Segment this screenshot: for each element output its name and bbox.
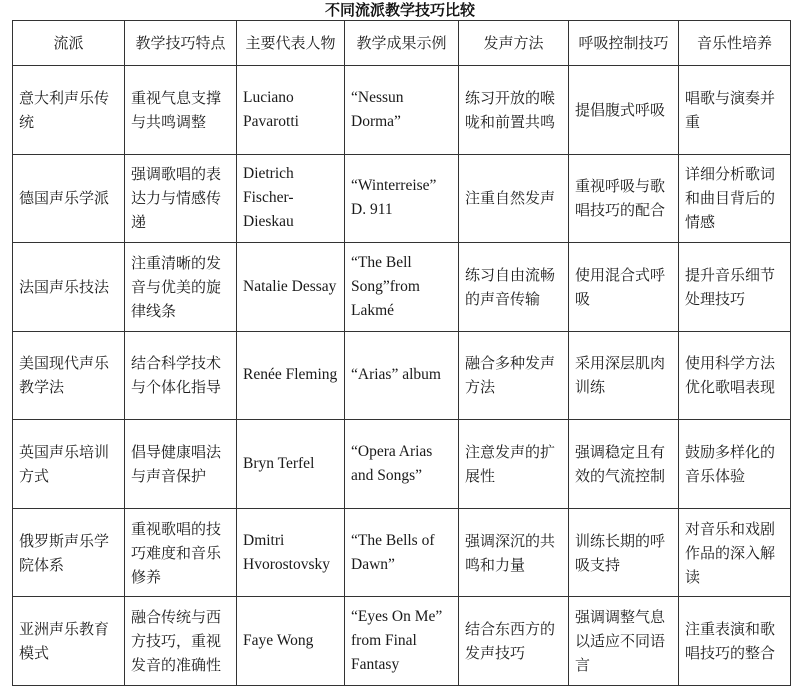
table-row <box>13 154 791 243</box>
table-row <box>13 420 791 509</box>
example-cell: “The Bells of Dawn” <box>345 508 459 597</box>
representative-cell: Faye Wong <box>237 597 345 686</box>
vocal-method-cell: 练习自由流畅的声音传输 <box>459 243 569 332</box>
musicality-cell: 提升音乐细节处理技巧 <box>679 243 791 332</box>
representative-cell: Natalie Dessay <box>237 243 345 332</box>
school-cell: 英国声乐培训方式 <box>13 420 125 509</box>
vocal-method-cell: 强调深沉的共鸣和力量 <box>459 508 569 597</box>
header-row <box>13 21 791 66</box>
musicality-cell: 对音乐和戏剧作品的深入解读 <box>679 508 791 597</box>
table-row <box>13 243 791 332</box>
features-cell: 注重清晰的发音与优美的旋律线条 <box>125 243 237 332</box>
breathing-cell: 提倡腹式呼吸 <box>569 66 679 155</box>
table-row <box>13 597 791 686</box>
breathing-cell: 强调稳定且有效的气流控制 <box>569 420 679 509</box>
features-cell: 重视气息支撑与共鸣调整 <box>125 66 237 155</box>
school-cell: 美国现代声乐教学法 <box>13 331 125 420</box>
vocal-method-cell: 练习开放的喉咙和前置共鸣 <box>459 66 569 155</box>
representative-cell: Dmitri Hvorostovsky <box>237 508 345 597</box>
musicality-cell: 唱歌与演奏并重 <box>679 66 791 155</box>
representative-cell: Luciano Pavarotti <box>237 66 345 155</box>
features-cell: 结合科学技术与个体化指导 <box>125 331 237 420</box>
school-cell: 俄罗斯声乐学院体系 <box>13 508 125 597</box>
school-cell: 德国声乐学派 <box>13 154 125 243</box>
table-title: 不同流派教学技巧比较 <box>324 1 475 19</box>
column-header: 主要代表人物 <box>237 21 345 66</box>
example-cell: “Nessun Dorma” <box>345 66 459 155</box>
example-cell: “The Bell Song”from Lakmé <box>345 243 459 332</box>
representative-cell: Dietrich Fischer-Dieskau <box>237 154 345 243</box>
features-cell: 融合传统与西方技巧，重视发音的准确性 <box>125 597 237 686</box>
column-header: 流派 <box>13 21 125 66</box>
vocal-method-cell: 注意发声的扩展性 <box>459 420 569 509</box>
features-cell: 倡导健康唱法与声音保护 <box>125 420 237 509</box>
school-cell: 意大利声乐传统 <box>13 66 125 155</box>
column-header: 发声方法 <box>459 21 569 66</box>
musicality-cell: 注重表演和歌唱技巧的整合 <box>679 597 791 686</box>
school-cell: 亚洲声乐教育模式 <box>13 597 125 686</box>
features-cell: 强调歌唱的表达力与情感传递 <box>125 154 237 243</box>
table-row <box>13 66 791 155</box>
column-header: 呼吸控制技巧 <box>569 21 679 66</box>
school-cell: 法国声乐技法 <box>13 243 125 332</box>
column-header: 教学技巧特点 <box>125 21 237 66</box>
representative-cell: Renée Fleming <box>237 331 345 420</box>
example-cell: “Eyes On Me” from Final Fantasy <box>345 597 459 686</box>
breathing-cell: 强调调整气息以适应不同语言 <box>569 597 679 686</box>
musicality-cell: 详细分析歌词和曲目背后的情感 <box>679 154 791 243</box>
table-row <box>13 331 791 420</box>
breathing-cell: 训练长期的呼吸支持 <box>569 508 679 597</box>
breathing-cell: 采用深层肌肉训练 <box>569 331 679 420</box>
vocal-method-cell: 结合东西方的发声技巧 <box>459 597 569 686</box>
breathing-cell: 重视呼吸与歌唱技巧的配合 <box>569 154 679 243</box>
table-row <box>13 508 791 597</box>
comparison-table <box>12 20 791 686</box>
features-cell: 重视歌唱的技巧难度和音乐修养 <box>125 508 237 597</box>
representative-cell: Bryn Terfel <box>237 420 345 509</box>
column-header: 音乐性培养 <box>679 21 791 66</box>
column-header: 教学成果示例 <box>345 21 459 66</box>
musicality-cell: 使用科学方法优化歌唱表现 <box>679 331 791 420</box>
example-cell: “Winterreise” D. 911 <box>345 154 459 243</box>
breathing-cell: 使用混合式呼吸 <box>569 243 679 332</box>
musicality-cell: 鼓励多样化的音乐体验 <box>679 420 791 509</box>
example-cell: “Arias” album <box>345 331 459 420</box>
example-cell: “Opera Arias and Songs” <box>345 420 459 509</box>
vocal-method-cell: 注重自然发声 <box>459 154 569 243</box>
vocal-method-cell: 融合多种发声方法 <box>459 331 569 420</box>
